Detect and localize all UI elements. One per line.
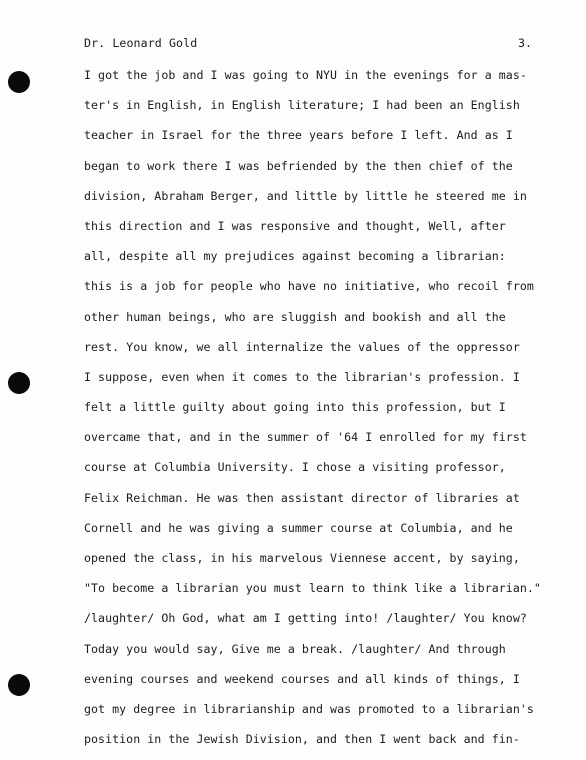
text-line: Cornell and he was giving a summer course at Columbia, and he — [84, 520, 513, 535]
text-line: /laughter/ Oh God, what am I getting into! /laughter/ You know? — [84, 611, 527, 626]
text-line: opened the class, in his marvelous Viennese accent, by saying, — [84, 551, 520, 565]
binder-hole-top — [8, 71, 30, 93]
text-line: division, Abraham Berger, and little by little he steered me in — [84, 188, 527, 203]
text-line: course at Columbia University. I chose a visiting professor, — [84, 460, 506, 475]
text-line: this direction and I was responsive and thought, Well, after — [84, 218, 506, 233]
text-line: I suppose, even when it comes to the librarian's profession. I — [84, 369, 520, 384]
text-line: evening courses and weekend courses and all kinds of things, I — [84, 671, 520, 686]
text-line: this is a job for people who have no initiative, who recoil from — [84, 279, 534, 294]
text-line: all, despite all my prejudices against becoming a librarian: — [84, 249, 506, 264]
text-line: rest. You know, we all internalize the values of the oppressor — [84, 339, 520, 354]
binder-hole-bottom — [8, 674, 30, 696]
text-line: I got the job and I was going to NYU in the evenings for a mas- — [84, 68, 527, 82]
text-line: ter's in English, in English literature; I had been an English — [84, 98, 520, 113]
text-line: overcame that, and in the summer of '64 I enrolled for my first — [84, 430, 527, 445]
text-line: teacher in Israel for the three years before I left. And as I — [84, 128, 513, 143]
text-line: began to work there I was befriended by the then chief of the — [84, 158, 513, 173]
transcript-body — [84, 66, 554, 760]
text-line: Today you would say, Give me a break. /laughter/ And through — [84, 641, 506, 656]
text-line: felt a little guilty about going into this profession, but I — [84, 400, 506, 415]
text-line: position in the Jewish Division, and then I went back and fin- — [84, 732, 520, 747]
text-line: got my degree in librarianship and was promoted to a librarian's — [84, 701, 534, 716]
text-line: "To become a librarian you must learn to think like a librarian." — [84, 581, 541, 596]
text-line: other human beings, who are sluggish and bookish and all the — [84, 309, 506, 324]
page-number: 3. — [518, 36, 532, 50]
binder-hole-middle — [8, 372, 30, 394]
text-line: Felix Reichman. He was then assistant director of libraries at — [84, 490, 520, 505]
interviewee-name: Dr. Leonard Gold — [84, 36, 198, 50]
